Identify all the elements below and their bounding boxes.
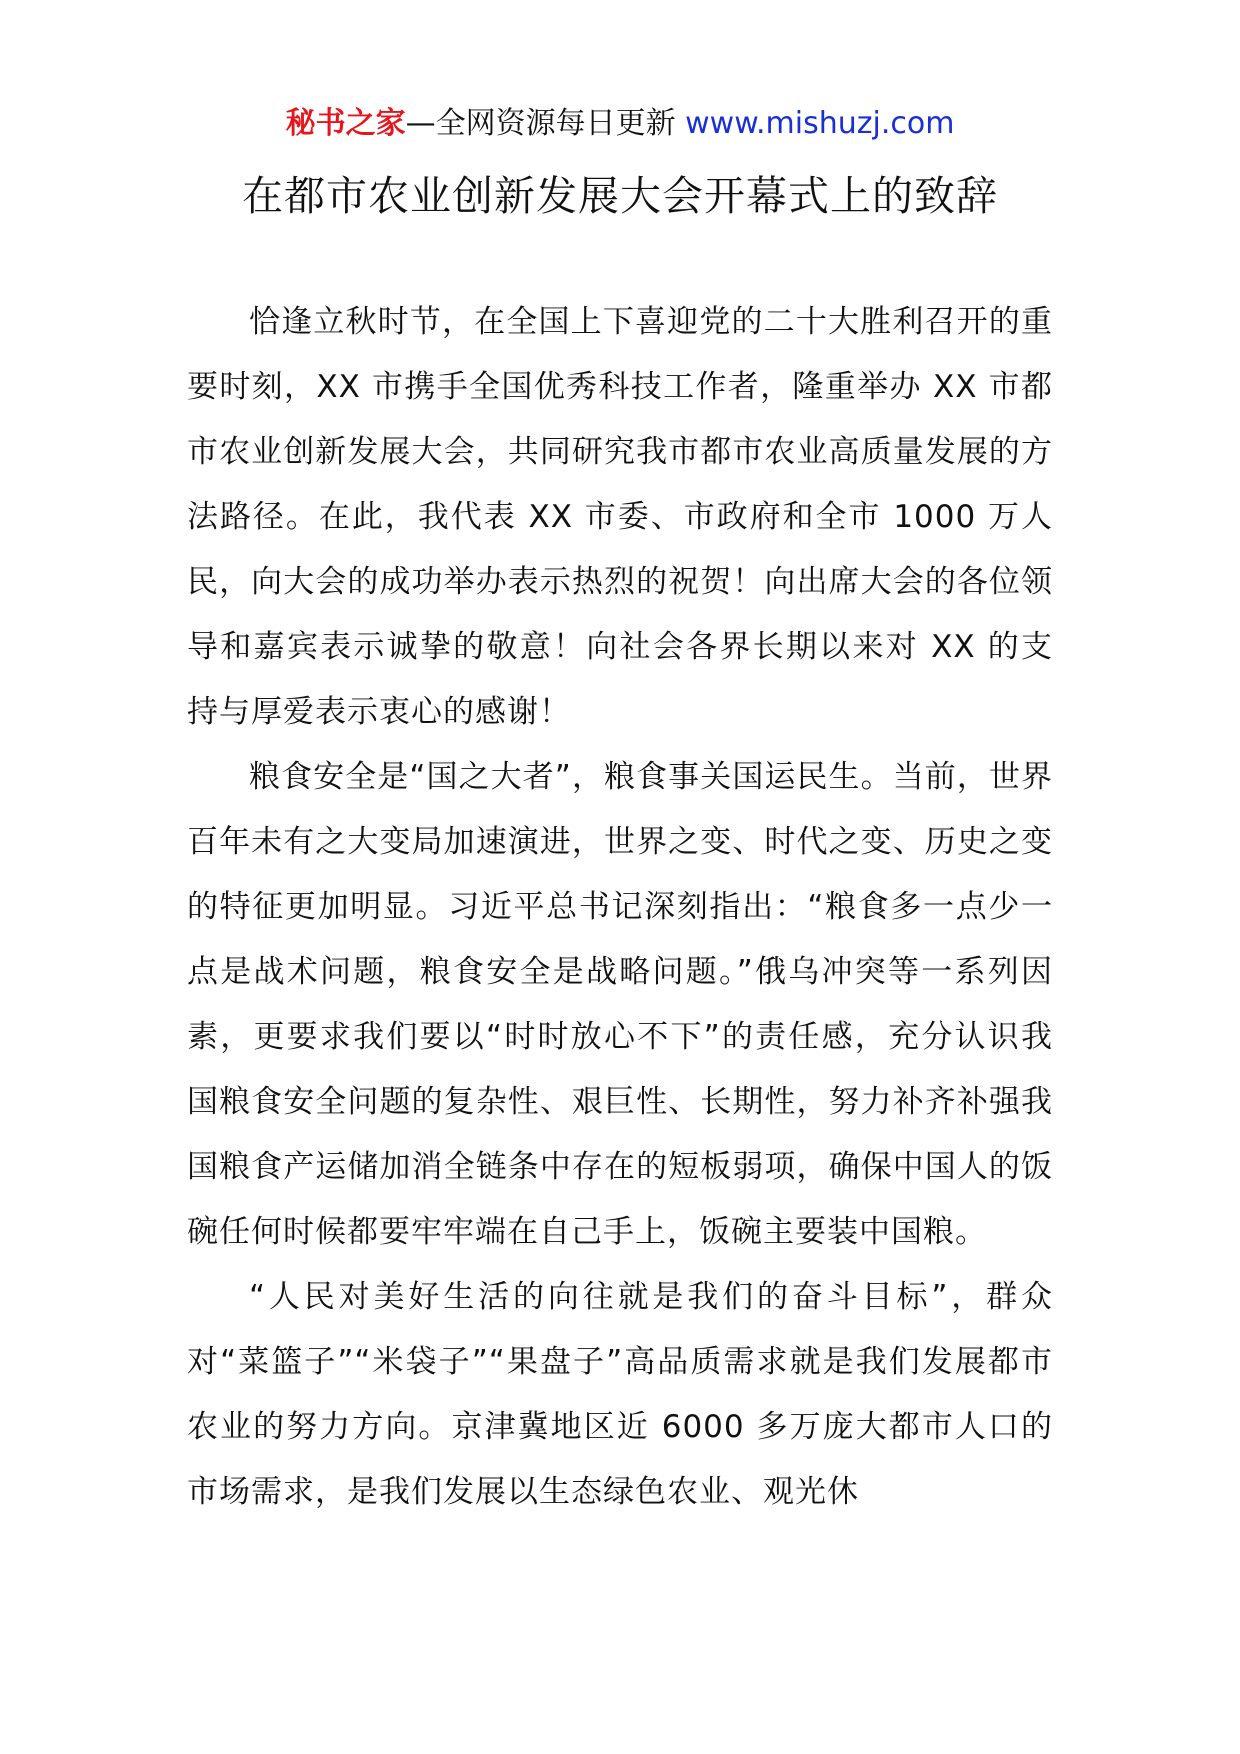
document-title: 在都市农业创新发展大会开幕式上的致辞	[242, 172, 998, 220]
site-header	[0, 100, 1240, 148]
header-tagline: —全网资源每日更新	[405, 106, 686, 141]
brand-name: 秘书之家	[285, 106, 406, 141]
document-body	[187, 290, 1053, 1525]
paragraph: 粮食安全是“国之大者”，粮食事关国运民生。当前，世界百年未有之大变局加速演进，世界之变、时代之变、历史之变的特征更加明显。习近平总书记深刻指出：“粮食多一点少一点是战术问题，粮食安全是战略问题。”俄乌冲突等一系列因素，更要求我们要以“时时放心不下”的责任感，充分认识我国粮食安全问题的复杂性、艰巨性、长期性，努力补齐补强我国粮食产运储加消全链条中存在的短板弱项，确保中国人的饭碗任何时候都要牢牢端在自己手上，饭碗主要装中国粮。	[187, 759, 1053, 1250]
site-url-link[interactable]: www.mishuzj.com	[685, 106, 955, 141]
paragraph: 恰逢立秋时节，在全国上下喜迎党的二十大胜利召开的重要时刻，XX 市携手全国优秀科技工作者，隆重举办 XX 市都市农业创新发展大会，共同研究我市都市农业高质量发展的方法路径。在此，我代表 XX 市委、市政府和全市 1000 万人民，向大会的成功举办表示热烈的祝贺！向出席大会的各位领导和嘉宾表示诚挚的敬意！向社会各界长期以来对 XX 的支持与厚爱表示衷心的感谢！	[187, 304, 1053, 730]
paragraph: “人民对美好生活的向往就是我们的奋斗目标”，群众对“菜篮子”“米袋子”“果盘子”高品质需求就是我们发展都市农业的努力方向。京津冀地区近 6000 多万庞大都市人口的市场需求，是我们发展以生态绿色农业、观光休	[187, 1279, 1053, 1510]
